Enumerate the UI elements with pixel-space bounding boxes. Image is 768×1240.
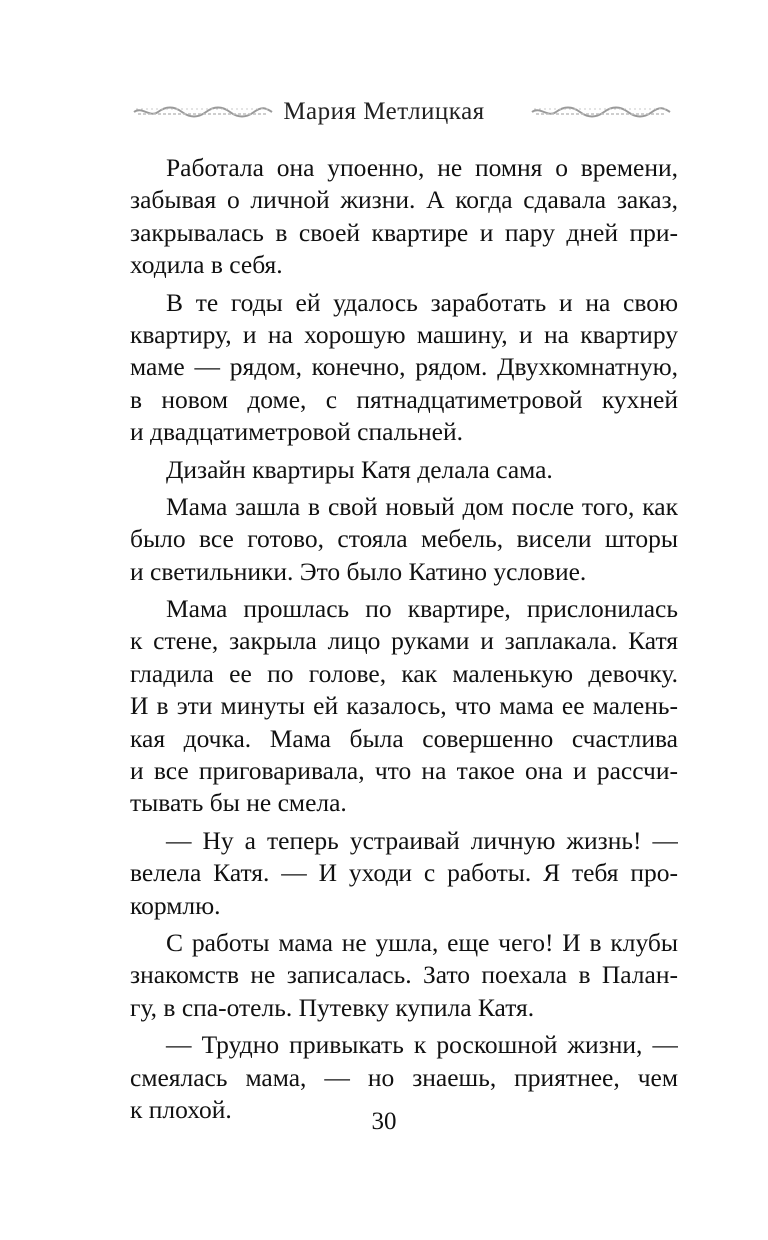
text-line: В те годы ей удалось заработать и на свою: [166, 287, 678, 317]
right-ornament-icon: [530, 102, 672, 122]
text-line: Мама зашла в свой новый дом после того, как: [166, 491, 678, 521]
text-line: И в эти минуты ей казалось, что мама ее малень-: [130, 691, 678, 721]
text-line: ходила в себя.: [130, 250, 283, 280]
text-line: квартиру, и на хорошую машину, и на квартиру: [130, 319, 678, 349]
paragraph: [130, 454, 678, 486]
running-head: [0, 92, 768, 132]
text-line: знакомств не записалась. Зато поехала в Палан-: [130, 960, 678, 990]
text-line: велела Катя. — И уходи с работы. Я тебя про-: [130, 858, 678, 888]
paragraph: [130, 825, 678, 922]
text-line: кормлю.: [130, 890, 221, 920]
text-line: забывая о личной жизни. А когда сдавала заказ,: [130, 185, 678, 215]
paragraph: [130, 152, 678, 282]
text-line: Работала она упоенно, не помня о времени,: [166, 153, 678, 182]
text-line: было все готово, стояла мебель, висели шторы: [130, 524, 678, 554]
text-line: в новом доме, с пятнадцатиметровой кухней: [130, 384, 678, 414]
text-line: — Ну а теперь устраивай личную жизнь! —: [166, 825, 678, 855]
text-line: тывать бы не смела.: [130, 788, 347, 818]
page-number: 30: [371, 1108, 397, 1135]
text-line: к плохой.: [130, 1094, 232, 1124]
body-text: [130, 152, 678, 1126]
text-line: Мама прошлась по квартире, прислонилась: [166, 594, 678, 624]
text-line: С работы мама не ушла, еще чего! И в клубы: [166, 927, 678, 957]
text-line: кая дочка. Мама была совершенно счастлива: [130, 723, 678, 753]
text-line: смеялась мама, — но знаешь, приятнее, чем: [130, 1062, 678, 1092]
text-line: к стене, закрыла лицо руками и заплакала. Катя: [130, 626, 678, 656]
text-line: гу, в спа-отель. Путевку купила Катя.: [130, 992, 535, 1022]
text-line: закрывалась в своей квартире и пару дней при-: [130, 217, 678, 247]
running-head-author: Мария Метлицкая: [283, 98, 485, 125]
paragraph: [130, 287, 678, 449]
paragraph: [130, 593, 678, 820]
text-line: маме — рядом, конечно, рядом. Двухкомнатную,: [130, 352, 678, 382]
text-line: гладила ее по голове, как маленькую девочку.: [130, 658, 678, 688]
paragraph: [130, 927, 678, 1024]
text-line: и светильники. Это было Катино условие.: [130, 556, 587, 586]
text-line: и двадцатиметровой спальней.: [130, 417, 463, 447]
paragraph: [130, 491, 678, 588]
text-line: — Трудно привыкать к роскошной жизни, —: [166, 1030, 678, 1060]
left-ornament-icon: [132, 102, 274, 122]
text-line: Дизайн квартиры Катя делала сама.: [166, 454, 553, 484]
text-line: и все приговаривала, что на такое она и рассчи-: [130, 756, 678, 786]
